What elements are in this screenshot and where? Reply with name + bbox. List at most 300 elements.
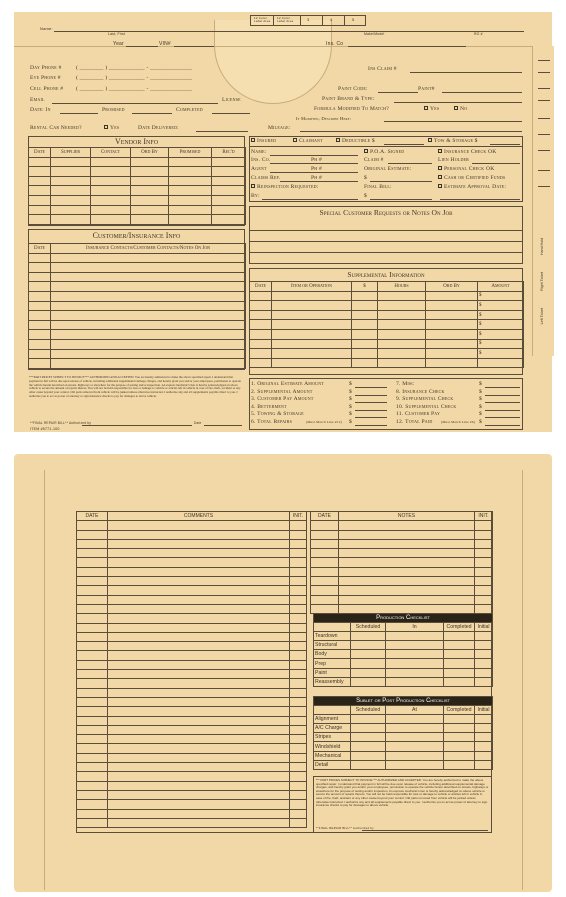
special-line[interactable] <box>249 220 523 231</box>
comments-row-cell[interactable] <box>77 670 108 679</box>
vendor-row-cell[interactable] <box>29 186 51 196</box>
comments-row-cell[interactable] <box>290 744 307 753</box>
customer-row-cell[interactable] <box>51 301 246 311</box>
supplemental-row-cell[interactable] <box>272 339 352 349</box>
total-right-line[interactable] <box>485 425 520 426</box>
sublet-row-cell[interactable] <box>386 715 444 724</box>
comments-row-cell[interactable] <box>77 651 108 660</box>
comments-row-cell[interactable] <box>290 697 307 706</box>
customer-row-cell[interactable] <box>51 282 246 292</box>
notes-row-cell[interactable] <box>339 558 475 567</box>
comments-row-cell[interactable] <box>290 660 307 669</box>
vendor-row-cell[interactable] <box>169 195 212 205</box>
sublet-row-cell[interactable] <box>475 724 493 733</box>
comments-row-cell[interactable] <box>108 549 290 558</box>
comments-row-cell[interactable] <box>77 632 108 641</box>
sublet-row-cell[interactable] <box>351 760 386 769</box>
supplemental-row-cell[interactable] <box>250 310 272 320</box>
supplemental-row-cell[interactable] <box>426 339 478 349</box>
notes-row-cell[interactable] <box>311 521 339 530</box>
sublet-row-cell[interactable] <box>351 724 386 733</box>
notes-row-cell[interactable] <box>475 577 493 586</box>
vendor-row-cell[interactable] <box>212 195 246 205</box>
claimant-checkbox[interactable] <box>293 138 297 142</box>
total-left-line[interactable] <box>355 395 387 396</box>
vendor-row-cell[interactable] <box>169 176 212 186</box>
production-row-cell[interactable] <box>351 650 386 659</box>
vendor-row-cell[interactable] <box>91 205 131 215</box>
vendor-row-cell[interactable] <box>212 157 246 167</box>
total-right-line[interactable] <box>485 417 520 418</box>
tow-checkbox[interactable] <box>428 138 432 142</box>
comments-row-cell[interactable] <box>77 642 108 651</box>
special-line[interactable] <box>249 253 523 264</box>
customer-row-cell[interactable] <box>51 272 246 282</box>
vendor-row-cell[interactable] <box>91 215 131 225</box>
comments-row-cell[interactable] <box>77 595 108 604</box>
production-row-cell[interactable] <box>386 641 444 650</box>
customer-row-cell[interactable] <box>29 349 51 359</box>
comments-row-cell[interactable] <box>290 595 307 604</box>
supplemental-row-cell[interactable] <box>352 320 378 330</box>
vendor-row-cell[interactable] <box>131 167 169 177</box>
supplemental-row-cell[interactable] <box>272 320 352 330</box>
sublet-row-cell[interactable] <box>444 733 475 742</box>
estimate-approval-checkbox[interactable] <box>438 184 442 188</box>
vendor-row-cell[interactable] <box>212 167 246 177</box>
sublet-row-cell[interactable] <box>444 742 475 751</box>
vendor-row-cell[interactable] <box>51 157 91 167</box>
notes-row-cell[interactable] <box>311 586 339 595</box>
sublet-row-cell[interactable] <box>444 760 475 769</box>
comments-row-cell[interactable] <box>290 707 307 716</box>
production-row-cell[interactable] <box>386 650 444 659</box>
production-row-cell[interactable] <box>475 677 493 686</box>
supplemental-row-cell[interactable] <box>426 301 478 311</box>
customer-row-cell[interactable] <box>51 339 246 349</box>
comments-row-cell[interactable] <box>108 642 290 651</box>
supplemental-row-cell[interactable] <box>352 339 378 349</box>
comments-row-cell[interactable] <box>77 763 108 772</box>
supplemental-row-cell[interactable] <box>272 301 352 311</box>
comments-row-cell[interactable] <box>108 623 290 632</box>
comments-row-cell[interactable] <box>290 642 307 651</box>
vendor-row-cell[interactable] <box>212 215 246 225</box>
vendor-row-cell[interactable] <box>51 205 91 215</box>
total-right-line[interactable] <box>485 402 520 403</box>
sublet-row-cell[interactable] <box>444 751 475 760</box>
comments-row-cell[interactable] <box>77 521 108 530</box>
comments-row-cell[interactable] <box>108 521 290 530</box>
customer-row-cell[interactable] <box>29 282 51 292</box>
production-row-cell[interactable] <box>444 650 475 659</box>
production-row-cell[interactable] <box>351 632 386 641</box>
comments-row-cell[interactable] <box>77 688 108 697</box>
sublet-row-cell[interactable] <box>351 733 386 742</box>
supplemental-row-cell[interactable] <box>250 329 272 339</box>
notes-row-cell[interactable] <box>475 558 493 567</box>
supplemental-row-cell[interactable] <box>378 349 426 359</box>
vendor-row-cell[interactable] <box>212 176 246 186</box>
customer-row-cell[interactable] <box>29 339 51 349</box>
supplemental-row-cell[interactable]: $ <box>478 329 524 339</box>
customer-row-cell[interactable] <box>29 263 51 273</box>
total-right-line[interactable] <box>485 387 520 388</box>
personal-check-checkbox[interactable] <box>438 166 442 170</box>
comments-row-cell[interactable] <box>77 604 108 613</box>
comments-row-cell[interactable] <box>290 567 307 576</box>
vendor-row-cell[interactable] <box>131 157 169 167</box>
supplemental-row-cell[interactable] <box>250 301 272 311</box>
comments-row-cell[interactable] <box>108 800 290 809</box>
comments-row-cell[interactable] <box>77 707 108 716</box>
comments-row-cell[interactable] <box>108 725 290 734</box>
supplemental-row-cell[interactable] <box>378 358 426 368</box>
comments-row-cell[interactable] <box>77 716 108 725</box>
notes-row-cell[interactable] <box>339 577 475 586</box>
comments-row-cell[interactable] <box>108 595 290 604</box>
supplemental-row-cell[interactable] <box>352 291 378 301</box>
total-right-line[interactable] <box>485 395 520 396</box>
comments-row-cell[interactable] <box>77 549 108 558</box>
supplemental-row-cell[interactable] <box>250 291 272 301</box>
production-row-cell[interactable] <box>386 632 444 641</box>
comments-row-cell[interactable] <box>108 679 290 688</box>
customer-row-cell[interactable] <box>51 320 246 330</box>
vendor-row-cell[interactable] <box>51 167 91 177</box>
customer-row-cell[interactable] <box>51 263 246 273</box>
comments-row-cell[interactable] <box>290 539 307 548</box>
total-left-line[interactable] <box>355 387 387 388</box>
comments-row-cell[interactable] <box>108 660 290 669</box>
comments-row-cell[interactable] <box>108 558 290 567</box>
notes-row-cell[interactable] <box>339 567 475 576</box>
vendor-row-cell[interactable] <box>91 157 131 167</box>
comments-row-cell[interactable] <box>108 688 290 697</box>
special-line[interactable] <box>249 231 523 242</box>
supplemental-row-cell[interactable] <box>272 358 352 368</box>
comments-row-cell[interactable] <box>108 781 290 790</box>
comments-row-cell[interactable] <box>290 549 307 558</box>
vendor-row-cell[interactable] <box>169 167 212 177</box>
vendor-row-cell[interactable] <box>29 215 51 225</box>
sublet-row-cell[interactable] <box>475 715 493 724</box>
sublet-row-cell[interactable] <box>475 751 493 760</box>
notes-row-cell[interactable] <box>311 530 339 539</box>
supplemental-row-cell[interactable] <box>426 358 478 368</box>
comments-row-cell[interactable] <box>108 586 290 595</box>
supplemental-row-cell[interactable] <box>426 291 478 301</box>
notes-row-cell[interactable] <box>339 595 475 604</box>
comments-row-cell[interactable] <box>77 809 108 818</box>
customer-row-cell[interactable] <box>29 320 51 330</box>
production-row-cell[interactable] <box>386 668 444 677</box>
notes-row-cell[interactable] <box>475 549 493 558</box>
vendor-row-cell[interactable] <box>29 195 51 205</box>
supplemental-row-cell[interactable] <box>250 349 272 359</box>
production-row-cell[interactable] <box>386 677 444 686</box>
comments-row-cell[interactable] <box>290 725 307 734</box>
comments-row-cell[interactable] <box>77 818 108 827</box>
vendor-row-cell[interactable] <box>29 167 51 177</box>
notes-row-cell[interactable] <box>311 567 339 576</box>
sublet-row-cell[interactable] <box>386 751 444 760</box>
customer-row-cell[interactable] <box>29 291 51 301</box>
reinspection-checkbox[interactable] <box>251 184 255 188</box>
supplemental-row-cell[interactable] <box>272 310 352 320</box>
comments-row-cell[interactable] <box>77 614 108 623</box>
notes-row-cell[interactable] <box>311 558 339 567</box>
supplemental-row-cell[interactable] <box>352 329 378 339</box>
notes-row-cell[interactable] <box>475 595 493 604</box>
notes-row-cell[interactable] <box>339 530 475 539</box>
comments-row-cell[interactable] <box>108 614 290 623</box>
supplemental-row-cell[interactable] <box>352 310 378 320</box>
supplemental-row-cell[interactable] <box>378 329 426 339</box>
comments-row-cell[interactable] <box>290 558 307 567</box>
notes-row-cell[interactable] <box>311 595 339 604</box>
sublet-row-cell[interactable] <box>386 760 444 769</box>
supplemental-row-cell[interactable]: $ <box>478 339 524 349</box>
supplemental-row-cell[interactable] <box>352 349 378 359</box>
notes-row-cell[interactable] <box>339 521 475 530</box>
production-row-cell[interactable] <box>444 659 475 668</box>
supplemental-row-cell[interactable] <box>352 358 378 368</box>
vendor-row-cell[interactable] <box>91 195 131 205</box>
comments-row-cell[interactable] <box>77 781 108 790</box>
customer-row-cell[interactable] <box>51 311 246 321</box>
comments-row-cell[interactable] <box>108 735 290 744</box>
notes-row-cell[interactable] <box>475 567 493 576</box>
comments-row-cell[interactable] <box>290 790 307 799</box>
vendor-row-cell[interactable] <box>169 205 212 215</box>
sublet-row-cell[interactable] <box>386 724 444 733</box>
supplemental-row-cell[interactable] <box>250 320 272 330</box>
customer-row-cell[interactable] <box>51 359 246 369</box>
vendor-row-cell[interactable] <box>29 205 51 215</box>
sublet-row-cell[interactable] <box>475 760 493 769</box>
comments-row-cell[interactable] <box>290 632 307 641</box>
comments-row-cell[interactable] <box>290 577 307 586</box>
comments-row-cell[interactable] <box>108 530 290 539</box>
comments-row-cell[interactable] <box>290 781 307 790</box>
comments-row-cell[interactable] <box>290 586 307 595</box>
vendor-row-cell[interactable] <box>131 195 169 205</box>
vendor-row-cell[interactable] <box>212 186 246 196</box>
sublet-row-cell[interactable] <box>444 724 475 733</box>
poa-checkbox[interactable] <box>364 149 368 153</box>
notes-row-cell[interactable] <box>475 530 493 539</box>
comments-row-cell[interactable] <box>77 530 108 539</box>
comments-row-cell[interactable] <box>290 604 307 613</box>
total-left-line[interactable] <box>355 425 387 426</box>
supplemental-row-cell[interactable] <box>378 301 426 311</box>
vendor-row-cell[interactable] <box>91 186 131 196</box>
total-left-line[interactable] <box>355 402 387 403</box>
comments-row-cell[interactable] <box>290 530 307 539</box>
supplemental-row-cell[interactable]: $ <box>478 301 524 311</box>
comments-row-cell[interactable] <box>108 818 290 827</box>
comments-row-cell[interactable] <box>77 577 108 586</box>
supplemental-row-cell[interactable] <box>378 310 426 320</box>
comments-row-cell[interactable] <box>108 707 290 716</box>
vendor-row-cell[interactable] <box>169 215 212 225</box>
customer-row-cell[interactable] <box>29 311 51 321</box>
comments-row-cell[interactable] <box>108 632 290 641</box>
comments-row-cell[interactable] <box>108 790 290 799</box>
production-row-cell[interactable] <box>444 677 475 686</box>
supplemental-row-cell[interactable] <box>378 339 426 349</box>
comments-row-cell[interactable] <box>77 735 108 744</box>
production-row-cell[interactable] <box>351 641 386 650</box>
comments-row-cell[interactable] <box>77 800 108 809</box>
comments-row-cell[interactable] <box>77 772 108 781</box>
total-left-line[interactable] <box>355 417 387 418</box>
vendor-row-cell[interactable] <box>212 205 246 215</box>
vendor-row-cell[interactable] <box>29 176 51 186</box>
vendor-row-cell[interactable] <box>51 176 91 186</box>
supplemental-row-cell[interactable] <box>250 358 272 368</box>
supplemental-row-cell[interactable] <box>426 349 478 359</box>
vendor-row-cell[interactable] <box>131 205 169 215</box>
vendor-row-cell[interactable] <box>91 176 131 186</box>
supplemental-row-cell[interactable] <box>426 329 478 339</box>
comments-row-cell[interactable] <box>290 614 307 623</box>
total-left-line[interactable] <box>355 410 387 411</box>
production-row-cell[interactable] <box>475 632 493 641</box>
deductible-checkbox[interactable] <box>336 138 340 142</box>
supplemental-row-cell[interactable] <box>426 320 478 330</box>
customer-row-cell[interactable] <box>29 272 51 282</box>
comments-row-cell[interactable] <box>290 818 307 827</box>
vendor-row-cell[interactable] <box>169 157 212 167</box>
production-row-cell[interactable] <box>475 641 493 650</box>
comments-row-cell[interactable] <box>77 679 108 688</box>
vendor-row-cell[interactable] <box>131 215 169 225</box>
comments-row-cell[interactable] <box>108 567 290 576</box>
customer-row-cell[interactable] <box>29 330 51 340</box>
comments-row-cell[interactable] <box>290 772 307 781</box>
sublet-row-cell[interactable] <box>351 715 386 724</box>
sublet-row-cell[interactable] <box>475 742 493 751</box>
production-row-cell[interactable] <box>386 659 444 668</box>
sublet-row-cell[interactable] <box>475 733 493 742</box>
rental-yes-checkbox[interactable] <box>104 125 108 129</box>
comments-row-cell[interactable] <box>77 753 108 762</box>
comments-row-cell[interactable] <box>108 744 290 753</box>
comments-row-cell[interactable] <box>108 577 290 586</box>
special-line[interactable] <box>249 242 523 253</box>
customer-row-cell[interactable] <box>51 253 246 263</box>
notes-row-cell[interactable] <box>339 539 475 548</box>
customer-row-cell[interactable] <box>51 330 246 340</box>
total-right-line[interactable] <box>485 410 520 411</box>
sublet-row-cell[interactable] <box>444 715 475 724</box>
notes-row-cell[interactable] <box>311 539 339 548</box>
vendor-row-cell[interactable] <box>51 215 91 225</box>
comments-row-cell[interactable] <box>290 679 307 688</box>
vendor-row-cell[interactable] <box>131 176 169 186</box>
notes-row-cell[interactable] <box>311 577 339 586</box>
comments-row-cell[interactable] <box>77 558 108 567</box>
comments-row-cell[interactable] <box>108 651 290 660</box>
comments-row-cell[interactable] <box>290 688 307 697</box>
comments-row-cell[interactable] <box>108 539 290 548</box>
notes-row-cell[interactable] <box>475 521 493 530</box>
sublet-row-cell[interactable] <box>351 751 386 760</box>
supplemental-row-cell[interactable] <box>478 358 524 368</box>
supplemental-row-cell[interactable]: $ <box>478 349 524 359</box>
production-row-cell[interactable] <box>351 668 386 677</box>
comments-row-cell[interactable] <box>77 623 108 632</box>
supplemental-row-cell[interactable] <box>272 291 352 301</box>
comments-row-cell[interactable] <box>290 753 307 762</box>
production-row-cell[interactable] <box>475 659 493 668</box>
comments-row-cell[interactable] <box>108 604 290 613</box>
comments-row-cell[interactable] <box>108 809 290 818</box>
comments-row-cell[interactable] <box>77 660 108 669</box>
notes-row-cell[interactable] <box>339 549 475 558</box>
production-row-cell[interactable] <box>351 659 386 668</box>
comments-row-cell[interactable] <box>77 744 108 753</box>
sublet-row-cell[interactable] <box>386 742 444 751</box>
ins-check-checkbox[interactable] <box>438 149 442 153</box>
customer-row-cell[interactable] <box>29 359 51 369</box>
comments-row-cell[interactable] <box>108 763 290 772</box>
production-row-cell[interactable] <box>475 668 493 677</box>
production-row-cell[interactable] <box>444 668 475 677</box>
comments-row-cell[interactable] <box>77 586 108 595</box>
comments-row-cell[interactable] <box>290 735 307 744</box>
supplemental-row-cell[interactable]: $ <box>478 320 524 330</box>
notes-row-cell[interactable] <box>339 586 475 595</box>
comments-row-cell[interactable] <box>290 800 307 809</box>
comments-row-cell[interactable] <box>77 567 108 576</box>
comments-row-cell[interactable] <box>108 753 290 762</box>
customer-row-cell[interactable] <box>29 301 51 311</box>
comments-row-cell[interactable] <box>108 716 290 725</box>
supplemental-row-cell[interactable] <box>272 349 352 359</box>
vendor-row-cell[interactable] <box>91 167 131 177</box>
supplemental-row-cell[interactable] <box>426 310 478 320</box>
comments-row-cell[interactable] <box>108 697 290 706</box>
production-row-cell[interactable] <box>444 632 475 641</box>
vendor-row-cell[interactable] <box>169 186 212 196</box>
notes-row-cell[interactable] <box>475 539 493 548</box>
customer-row-cell[interactable] <box>29 253 51 263</box>
comments-row-cell[interactable] <box>77 725 108 734</box>
comments-row-cell[interactable] <box>77 539 108 548</box>
production-row-cell[interactable] <box>475 650 493 659</box>
notes-row-cell[interactable] <box>475 586 493 595</box>
comments-row-cell[interactable] <box>290 521 307 530</box>
formula-yes-checkbox[interactable] <box>424 106 428 110</box>
comments-row-cell[interactable] <box>290 623 307 632</box>
customer-row-cell[interactable] <box>51 291 246 301</box>
customer-row-cell[interactable] <box>51 349 246 359</box>
comments-row-cell[interactable] <box>290 651 307 660</box>
formula-no-checkbox[interactable] <box>454 106 458 110</box>
comments-row-cell[interactable] <box>290 763 307 772</box>
vendor-row-cell[interactable] <box>51 195 91 205</box>
supplemental-row-cell[interactable] <box>250 339 272 349</box>
cash-checkbox[interactable] <box>438 175 442 179</box>
supplemental-row-cell[interactable]: $ <box>478 291 524 301</box>
vendor-row-cell[interactable] <box>29 157 51 167</box>
production-row-cell[interactable] <box>444 641 475 650</box>
comments-row-cell[interactable] <box>290 809 307 818</box>
supplemental-row-cell[interactable] <box>378 291 426 301</box>
